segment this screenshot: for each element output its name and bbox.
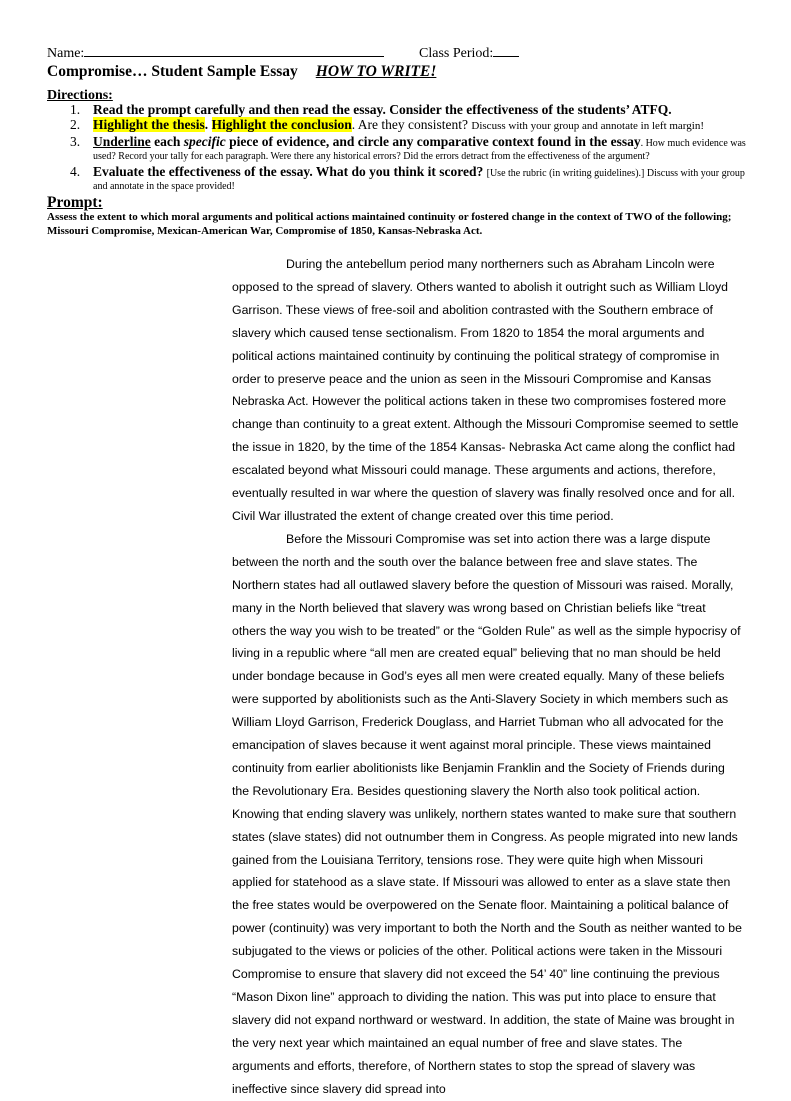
direction-text: Read the prompt carefully and then read the essay bbox=[93, 102, 383, 117]
highlighted-text: Highlight the conclusion bbox=[211, 117, 352, 132]
class-period-group bbox=[419, 44, 519, 62]
underlined-text: Underline bbox=[93, 134, 151, 149]
direction-text: each bbox=[150, 134, 184, 149]
direction-item-3 bbox=[47, 134, 747, 162]
emphasis-text: specific bbox=[183, 134, 226, 149]
direction-item-1 bbox=[47, 102, 747, 117]
prompt-heading: Prompt: bbox=[47, 194, 103, 211]
direction-number: 1. bbox=[70, 102, 81, 117]
direction-number: 2. bbox=[70, 117, 81, 132]
name-label: Name: bbox=[47, 46, 85, 61]
directions-list bbox=[47, 102, 747, 192]
essay-paragraph: Before the Missouri Compromise was set into action there was a large dispute between the north and the south over the balance between free and slave states. The Northern states had all outlawed slavery before the question of Missouri was raised. Morally, many in the North believed that slavery was wrong based on Christian beliefs like “treat others the way you wish to be treated” or the “Golden Rule” as well as the simple hypocrisy of living in a republic where “all men are created equal” believing that no man should be held under bondage because in God’s eyes all men were created equally. Many of these beliefs were supported by abolitionists such as the Anti-Slavery Society in which members such as William Lloyd Garrison, Frederick Douglass, and Harriet Tubman who all advocated for the emancipation of slaves because it went against moral principle. These views maintained continuity from earlier abolitionists like Benjamin Franklin and the Society of Friends during the Revolutionary Era. Besides questioning slavery the North also took political action. Knowing that ending slavery was unlikely, northern states wanted to make sure that southern states (slave states) did not outnumber them in Congress. As people migrated into new lands gained from the Louisiana Territory, tensions rose. They were quite high when Missouri applied for statehood as a slave state. If Missouri was allowed to enter as a slave state then the free states would be overpowered on the Senate floor. Maintaining a political balance of power (continuity) was very important to both the North and the South as neither wanted to be subjugated to the views or policies of the other. Political actions were taken in the Missouri Compromise to ensure that slavery did not exceed the 54’ 40” line continuing the previous “Mason Dixon line” approach to dividing the nation. This was put into place to ensure that slavery did not expand northward or westward. In addition, the state of Maine was brought in the very next year which maintained an equal number of free and slave states. The arguments and efforts, therefore, of Northern states to stop the spread of slavery was ineffective since slavery did spread into bbox=[232, 531, 742, 1096]
direction-text: . Consider the effectiveness of the students’ ATFQ. bbox=[382, 102, 672, 117]
direction-text: . Are they consistent? bbox=[351, 117, 469, 132]
direction-item-2 bbox=[47, 117, 747, 134]
directions-heading: Directions: bbox=[47, 88, 113, 103]
document-title bbox=[47, 63, 436, 81]
direction-text: Evaluate the effectiveness of the essay. What do you think it scored? bbox=[93, 164, 484, 179]
direction-item-4 bbox=[47, 164, 747, 192]
title-main: Compromise… Student Sample Essay bbox=[47, 63, 298, 80]
highlighted-text: Highlight the thesis bbox=[93, 117, 205, 132]
essay-paragraph: During the antebellum period many northerners such as Abraham Lincoln were opposed to the spread of slavery. Others wanted to abolish it outright such as William Lloyd Garrison. These views of free-soil and abolition contrasted with the Southern embrace of slavery which caused tense sectionalism. From 1820 to 1854 the moral arguments and political actions maintained continuity by continuing the political strategy of compromise in order to preserve peace and the union as seen in the Missouri Compromise and Kansas Nebraska Act. However the political actions taken in these two compromises fostered more change than continuity to a great extent. Although the Missouri Compromise seemed to settle the issue in 1820, by the time of the 1854 Kansas- Nebraska Act came along the conflict had escalated beyond what Missouri could manage. These arguments and actions, therefore, eventually resulted in war where the question of slavery was finally resolved once and for all. Civil War illustrated the extent of change created over this time period. bbox=[232, 257, 739, 523]
direction-note: . How much evidence was used? Record your tally for each paragraph. Were there any historical errors? Did the errors detract from the effectiveness of the argument? bbox=[93, 138, 746, 162]
header-line bbox=[47, 44, 747, 62]
prompt-text: Assess the extent to which moral arguments and political actions maintained continuity or fostered change in the context of TWO of the following; Missouri Compromise, Mexican-American War, Compromise of 1850, Kansas-Nebraska Act. bbox=[47, 211, 732, 237]
essay-body bbox=[232, 253, 742, 1101]
direction-note: Discuss with your group and annotate in left margin! bbox=[471, 120, 704, 132]
direction-note: [Use the rubric (in writing guidelines).] Discuss with your group and annotate in the space provided! bbox=[93, 168, 745, 192]
direction-number: 3. bbox=[70, 134, 81, 149]
direction-text: . bbox=[204, 117, 209, 132]
class-period-label: Class Period: bbox=[419, 46, 494, 61]
direction-number: 4. bbox=[70, 164, 81, 179]
name-blank bbox=[84, 44, 384, 57]
period-blank bbox=[493, 44, 519, 57]
direction-text: piece of evidence, and circle any comparative context found in the essay bbox=[225, 134, 641, 149]
title-subtitle: HOW TO WRITE! bbox=[315, 63, 437, 80]
